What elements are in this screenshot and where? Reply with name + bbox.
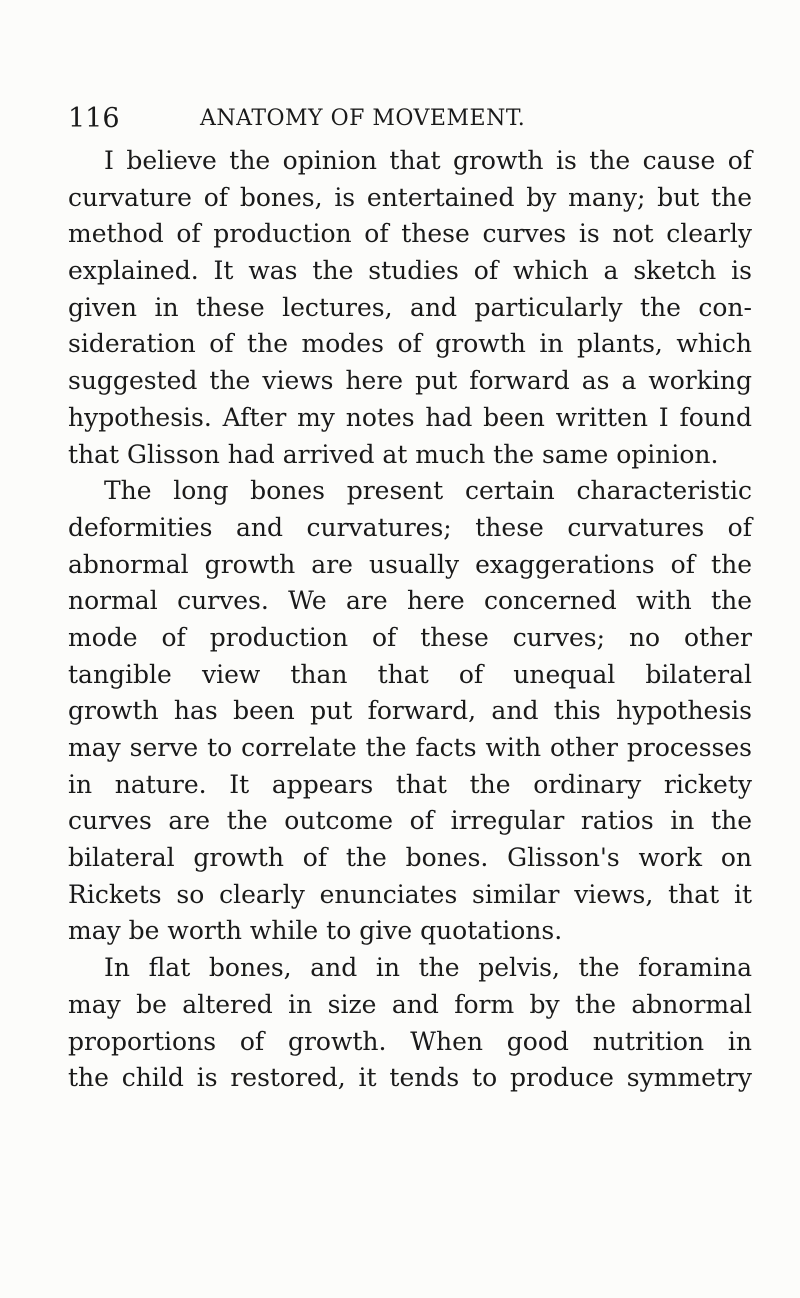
text-line: may be altered in size and form by the abnormal	[68, 989, 752, 1019]
text-line: The long bones present certain characteristic	[104, 476, 752, 506]
text-line: curves are the outcome of irregular ratios in the	[68, 806, 752, 836]
text-line: I believe the opinion that growth is the cause of	[104, 146, 752, 175]
running-head: ANATOMY OF MOVEMENT.	[200, 106, 526, 131]
text-line: curvature of bones, is entertained by many; but the	[68, 182, 752, 212]
text-line: bilateral growth of the bones. Glisson's work on	[68, 843, 752, 873]
text-line: method of production of these curves is not clearly	[68, 219, 752, 249]
text-line: growth has been put forward, and this hypothesis	[68, 696, 752, 726]
text-line: sideration of the modes of growth in plants, which	[68, 329, 752, 359]
text-line: that Glisson had arrived at much the same opinion.	[68, 439, 719, 469]
text-line: In flat bones, and in the pelvis, the foramina	[104, 953, 752, 983]
text-line: may be worth while to give quotations.	[68, 916, 563, 946]
text-line: tangible view than that of unequal bilateral	[68, 659, 752, 689]
text-line: in nature. It appears that the ordinary rickety	[68, 769, 752, 799]
text-line: deformities and curvatures; these curvatures of	[68, 512, 752, 542]
page-number: 116	[68, 103, 120, 134]
text-line: explained. It was the studies of which a sketch is	[68, 256, 752, 286]
body-text	[68, 143, 752, 1097]
text-line: Rickets so clearly enunciates similar views, that it	[68, 879, 752, 909]
text-line: hypothesis. After my notes had been written I found	[68, 402, 752, 432]
text-line: the child is restored, it tends to produce symmetry	[68, 1063, 752, 1093]
page-header	[68, 103, 752, 139]
text-line: abnormal growth are usually exaggerations of the	[68, 549, 752, 579]
text-line: normal curves. We are here concerned with the	[68, 586, 752, 616]
text-line: may serve to correlate the facts with other processes	[68, 733, 752, 762]
text-line: proportions of growth. When good nutrition in	[68, 1026, 752, 1056]
text-line: given in these lectures, and particularly the con-	[68, 292, 752, 322]
text-line: mode of production of these curves; no other	[68, 622, 752, 652]
text-line: suggested the views here put forward as a working	[68, 366, 752, 396]
